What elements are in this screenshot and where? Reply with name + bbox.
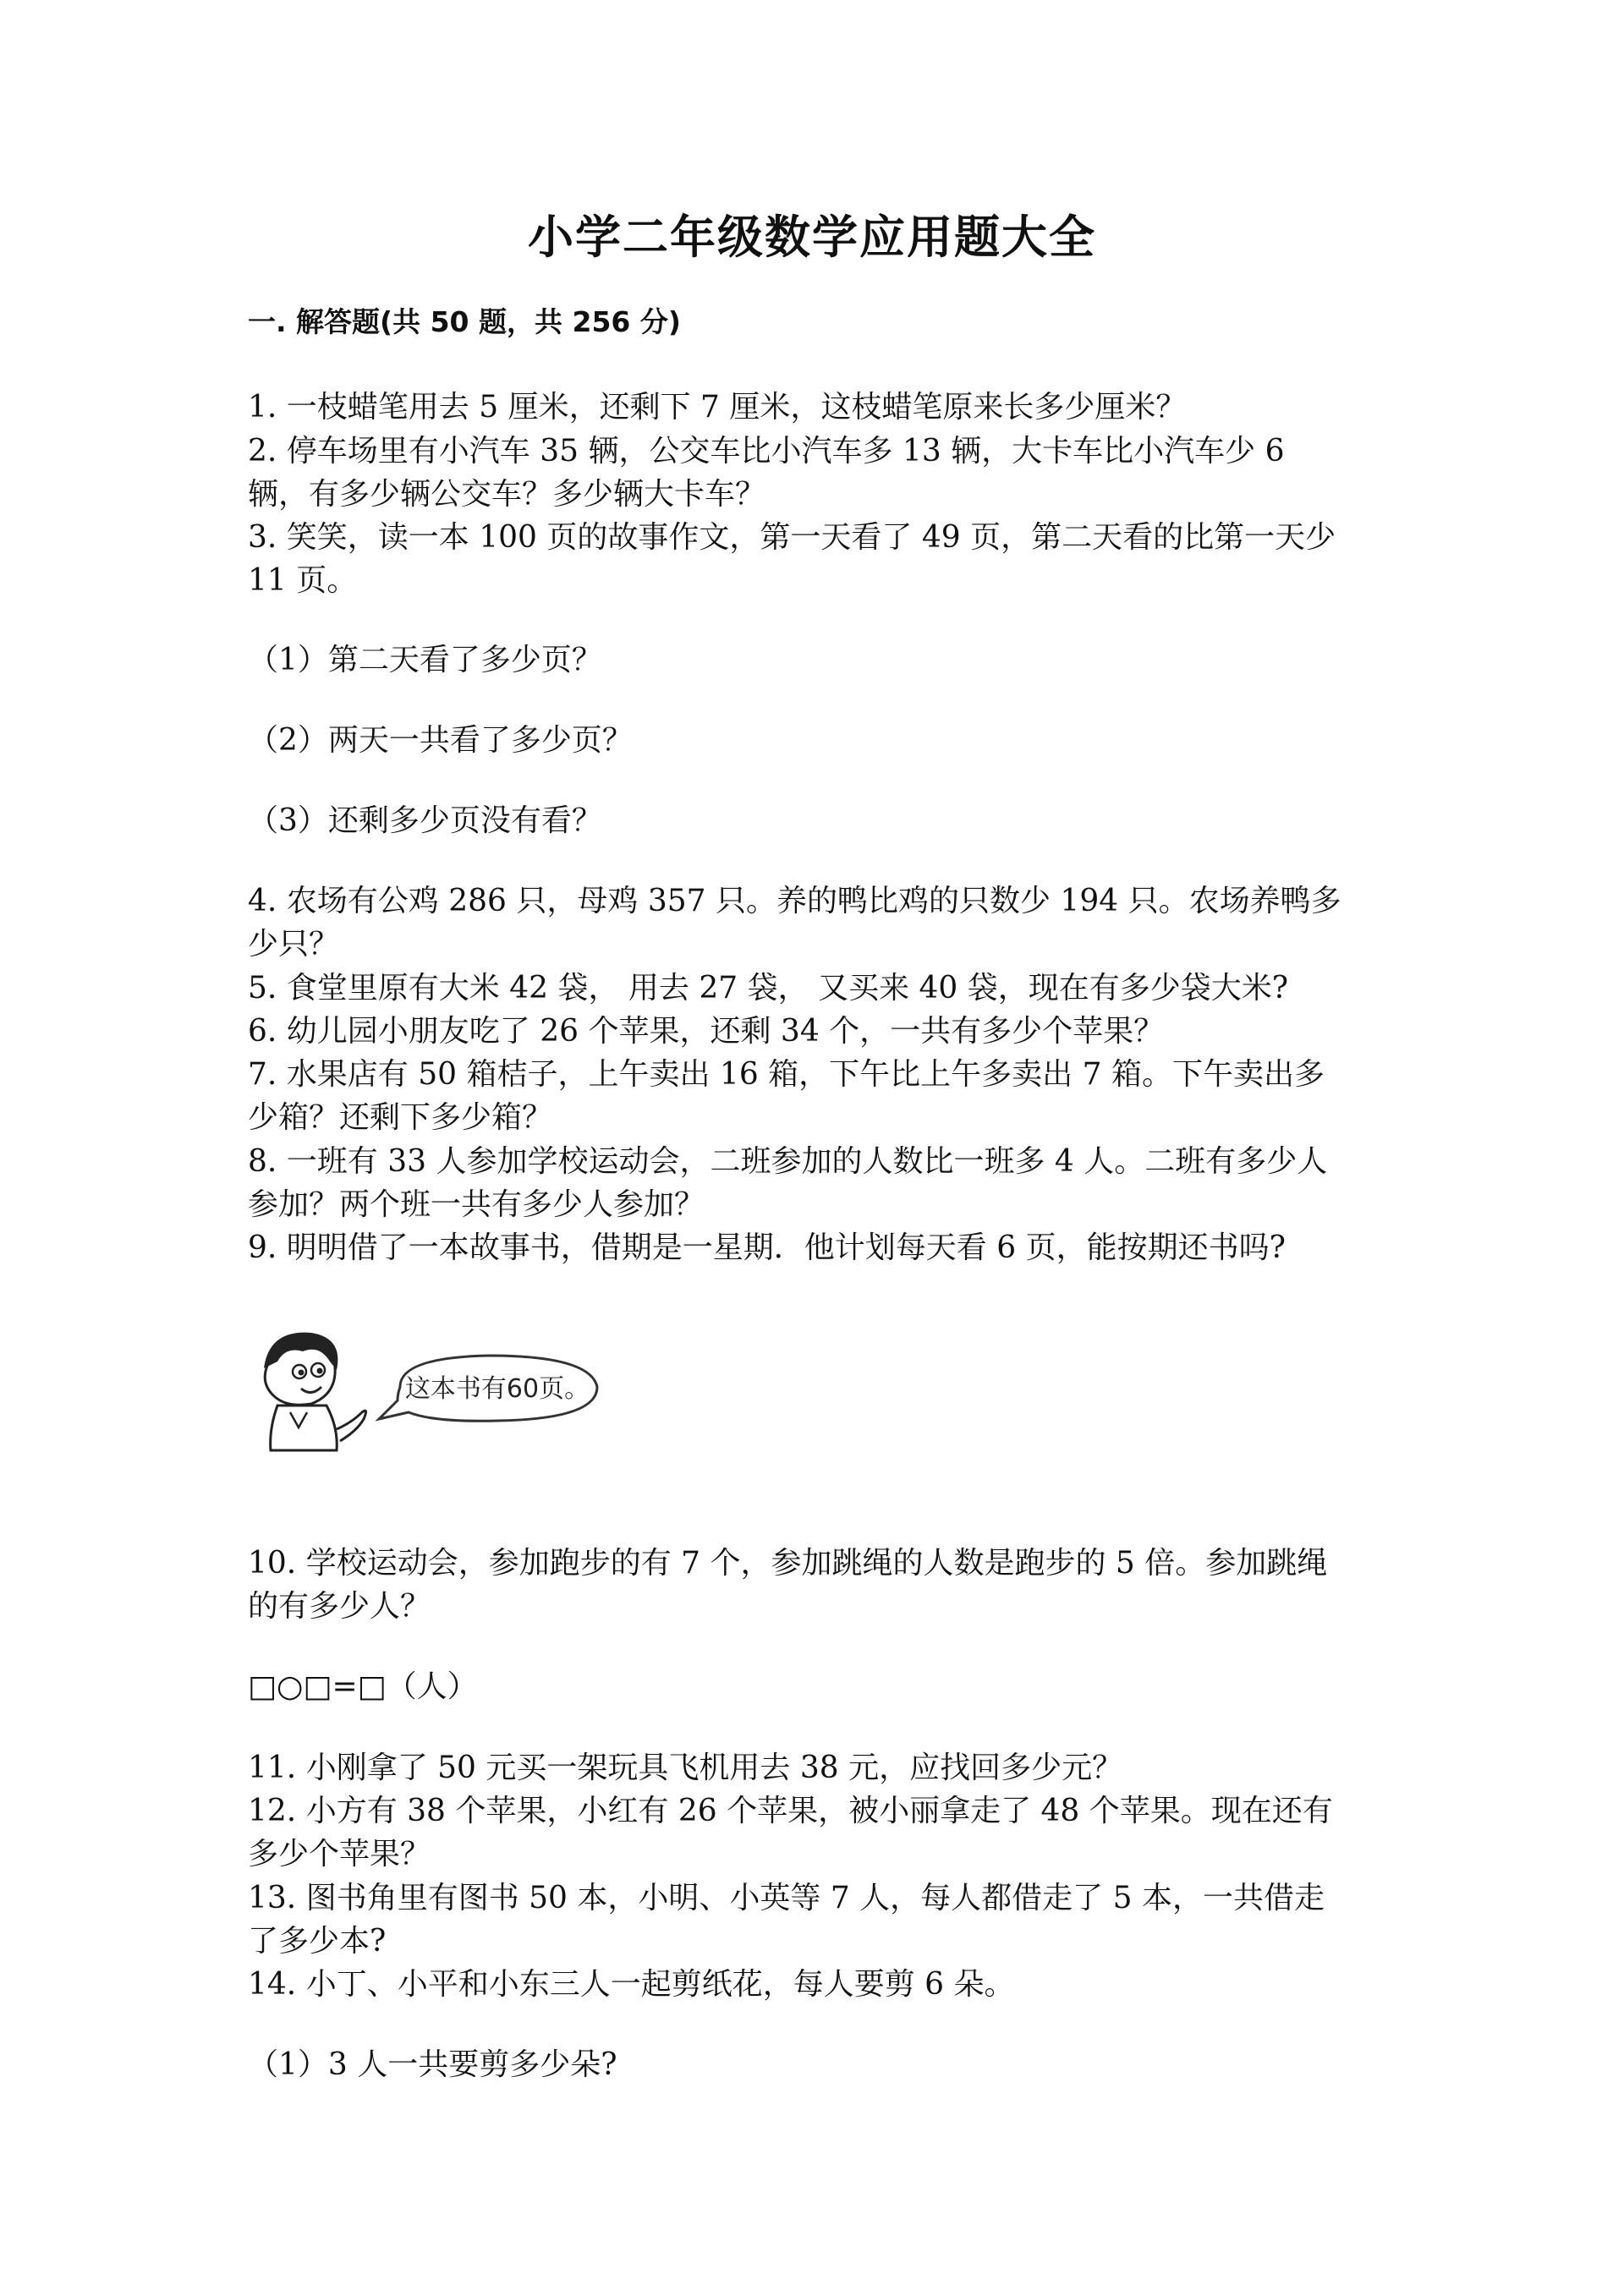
speech-text: 这本书有60页。	[404, 1374, 590, 1404]
section-heading: 一. 解答题(共 50 题，共 256 分)	[248, 305, 681, 338]
question-3-line-1: 3. 笑笑，读一本 100 页的故事作文，第一天看了 49 页，第二天看的比第一天少	[248, 520, 1336, 555]
question-13-line-1: 13. 图书角里有图书 50 本，小明、小英等 7 人，每人都借走了 5 本，一共借走	[248, 1881, 1325, 1915]
question-14-sub-1: （1）3 人一共要剪多少朵?	[248, 2047, 617, 2082]
question-3-sub-3: （3）还剩多少页没有看？	[248, 803, 602, 838]
question-10-line-1: 10. 学校运动会，参加跑步的有 7 个，参加跳绳的人数是跑步的 5 倍。参加跳绳	[248, 1546, 1328, 1581]
question-3-sub-2: （2）两天一共看了多少页？	[248, 723, 633, 758]
question-6: 6. 幼儿园小朋友吃了 26 个苹果，还剩 34 个，一共有多少个苹果？	[248, 1014, 1165, 1049]
question-1: 1. 一枝蜡笔用去 5 厘米，还剩下 7 厘米，这枝蜡笔原来长多少厘米？	[248, 390, 1187, 425]
boy-cartoon-icon	[264, 1333, 366, 1450]
question-4-line-1: 4. 农场有公鸡 286 只，母鸡 357 只。养的鸭比鸡的只数少 194 只。农场养鸭多	[248, 884, 1341, 918]
question-7-line-1: 7. 水果店有 50 箱桔子，上午卖出 16 箱，下午比上午多卖出 7 箱。下午卖出多	[248, 1057, 1325, 1092]
question-10-line-2: 的有多少人？	[248, 1589, 431, 1624]
question-3-line-2: 11 页。	[248, 563, 358, 598]
page-title: 小学二年级数学应用题大全	[528, 210, 1096, 264]
question-11: 11. 小刚拿了 50 元买一架玩具飞机用去 38 元，应找回多少元？	[248, 1751, 1123, 1785]
question-4-line-2: 少只？	[248, 927, 340, 962]
question-13-line-2: 了多少本?	[248, 1924, 387, 1959]
question-12-line-2: 多少个苹果？	[248, 1837, 431, 1871]
question-2-line-1: 2. 停车场里有小汽车 35 辆，公交车比小汽车多 13 辆，大卡车比小汽车少 6	[248, 434, 1285, 469]
question-3-sub-1: （1）第二天看了多少页？	[248, 643, 602, 677]
question-14: 14. 小丁、小平和小东三人一起剪纸花，每人要剪 6 朵。	[248, 1967, 1015, 2002]
question-2-line-2: 辆，有多少辆公交车？多少辆大卡车？	[248, 477, 766, 512]
question-8-line-1: 8. 一班有 33 人参加学校运动会，二班参加的人数比一班多 4 人。二班有多少人	[248, 1144, 1328, 1179]
question-12-line-1: 12. 小方有 38 个苹果，小红有 26 个苹果，被小丽拿走了 48 个苹果。现在还有	[248, 1794, 1333, 1828]
question-7-line-2: 少箱？还剩下多少箱？	[248, 1100, 553, 1135]
boy-speech-illustration	[252, 1328, 624, 1455]
question-9: 9. 明明借了一本故事书，借期是一星期．他计划每天看 6 页，能按期还书吗?	[248, 1230, 1286, 1265]
question-5: 5. 食堂里原有大米 42 袋， 用去 27 袋， 又买来 40 袋，现在有多少袋大米?	[248, 971, 1289, 1006]
question-8-line-2: 参加？两个班一共有多少人参加？	[248, 1187, 705, 1222]
question-10-formula: □○□=□（人）	[248, 1669, 478, 1704]
